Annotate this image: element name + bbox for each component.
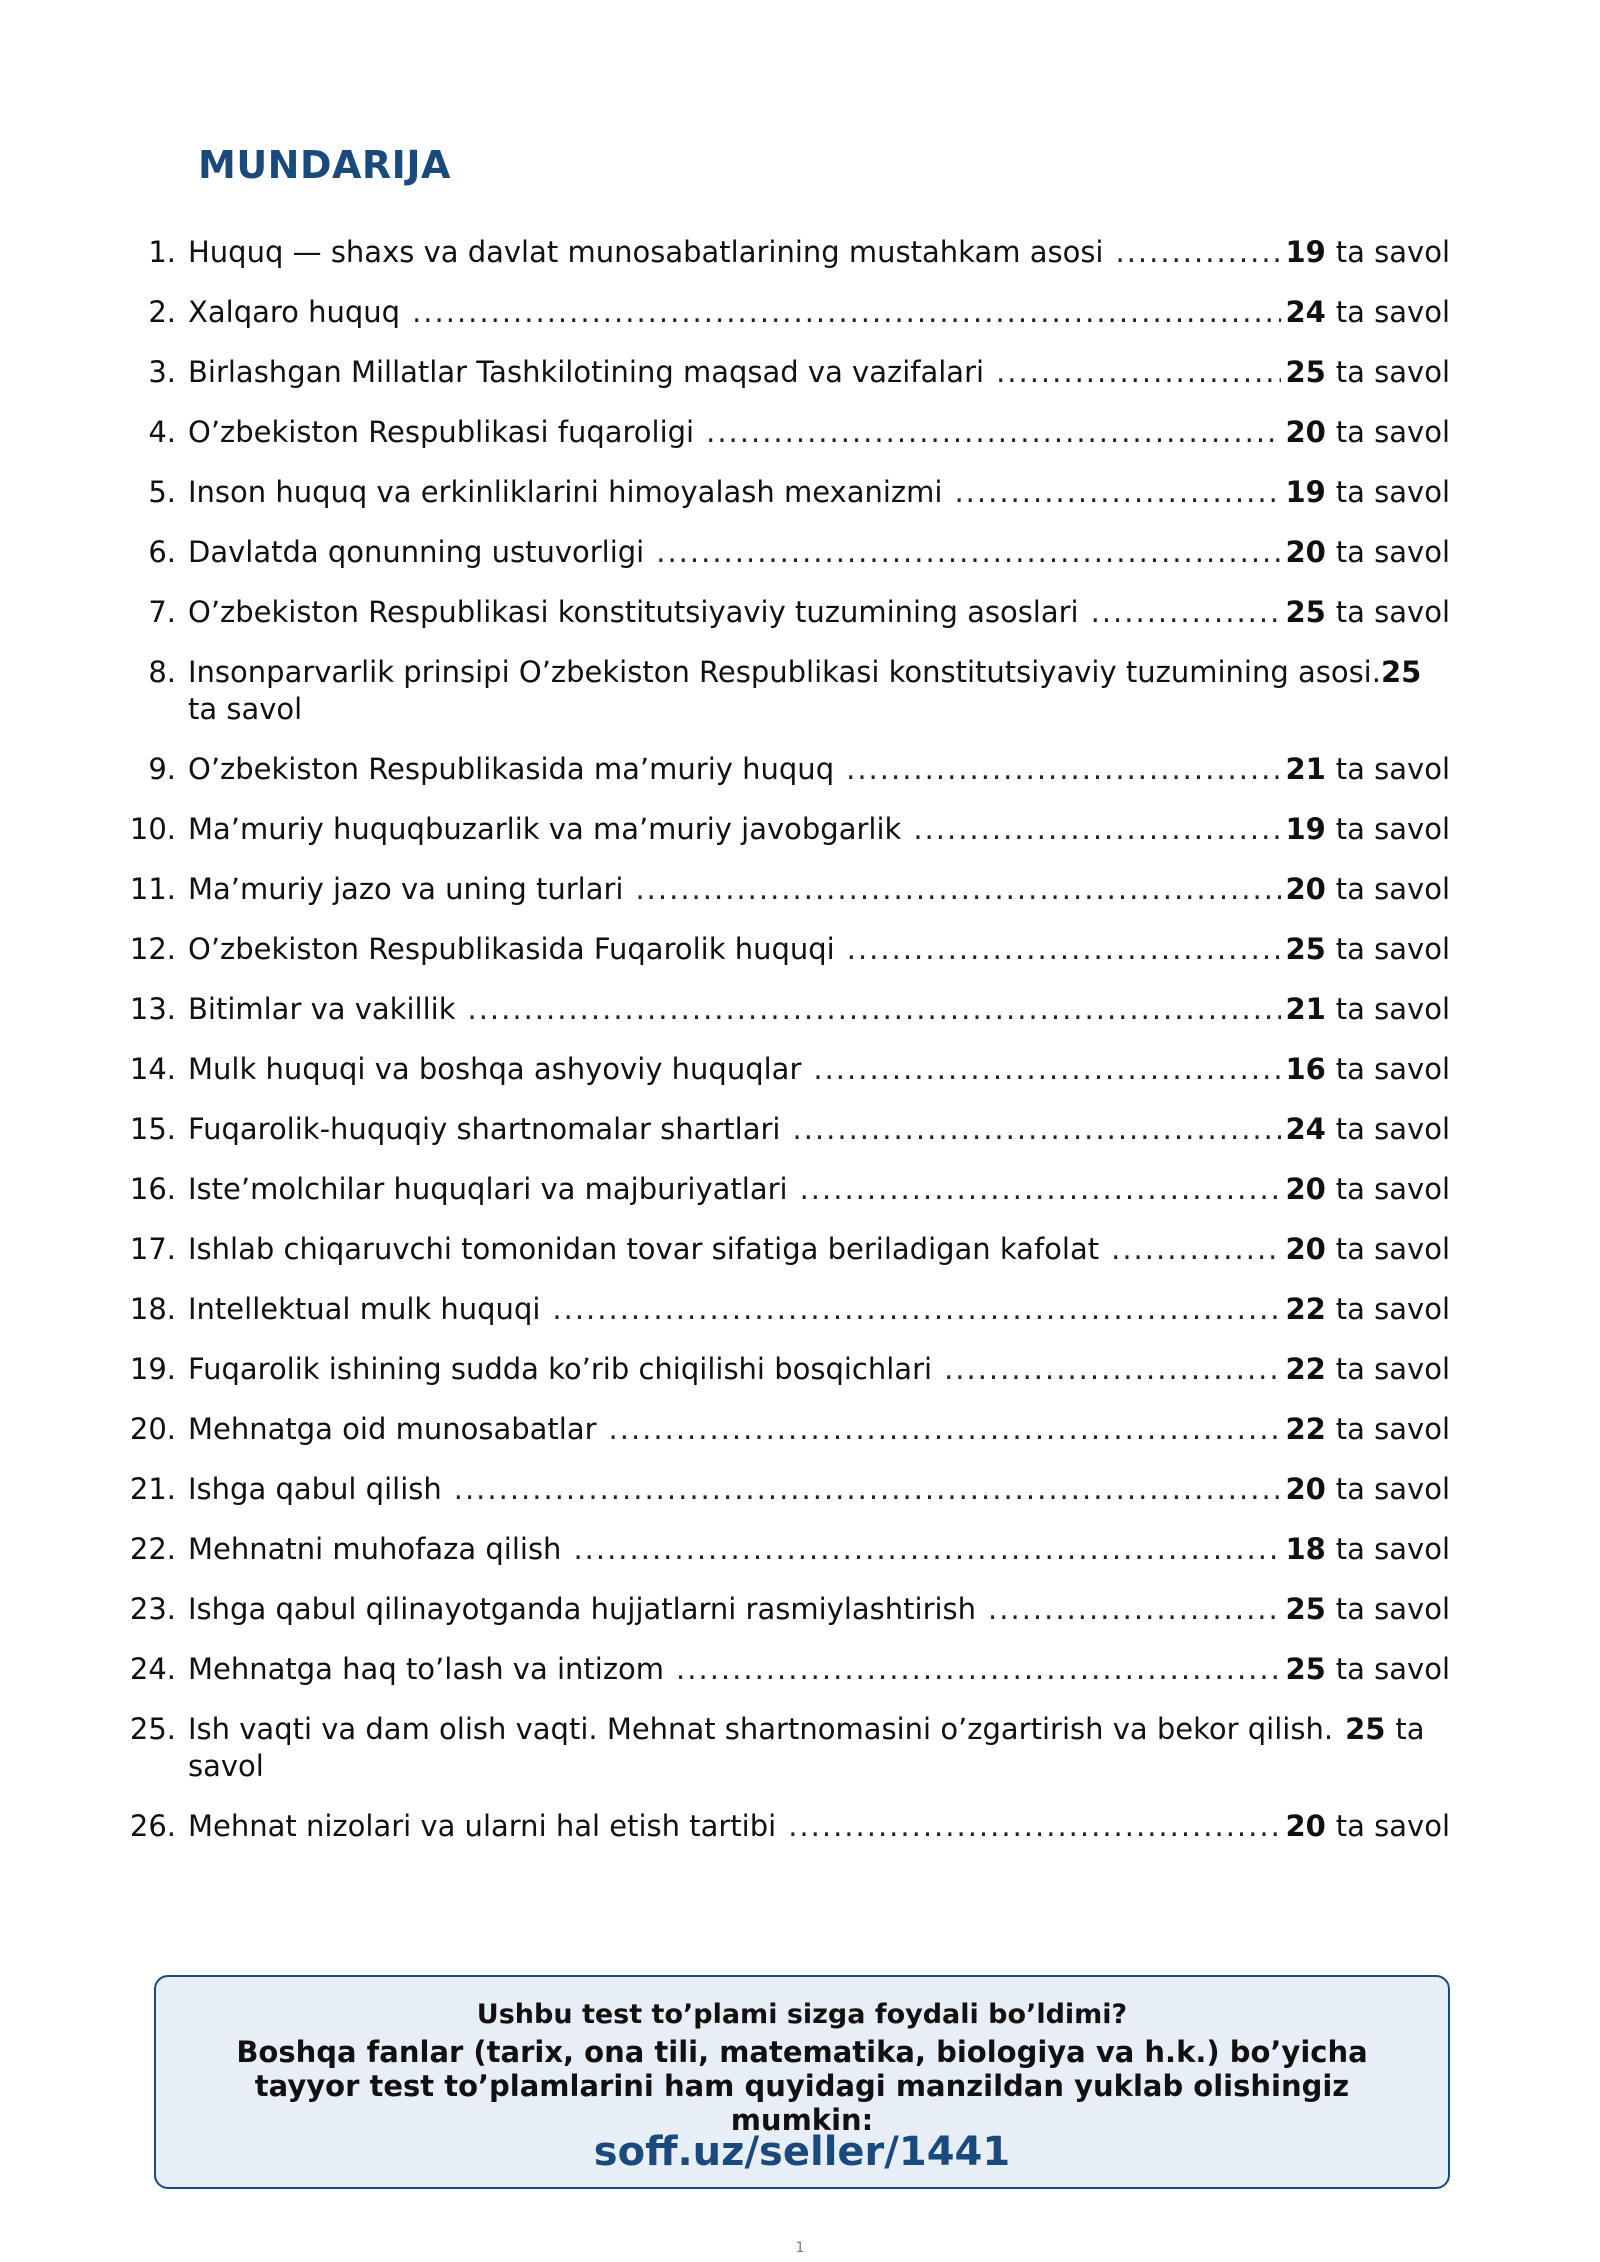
toc-number: 20. bbox=[129, 1412, 176, 1446]
leader-dots bbox=[676, 1651, 1281, 1688]
toc-number: 16. bbox=[129, 1172, 176, 1206]
toc-title: Ishlab chiqaruvchi tomonidan tovar sifatiga beriladigan kafolat bbox=[188, 1232, 1100, 1266]
question-count: 20 bbox=[1285, 1809, 1326, 1843]
toc-title: Intellektual mulk huquqi bbox=[188, 1292, 541, 1326]
toc-number: 6. bbox=[148, 535, 176, 569]
count-unit: ta savol bbox=[1335, 932, 1450, 966]
toc-title: Huquq — shaxs va davlat munosabatlarining mustahkam asosi bbox=[188, 235, 1104, 269]
toc-number: 8. bbox=[148, 655, 176, 689]
toc-title: Inson huquq va erkinliklarini himoyalash mexanizmi bbox=[188, 475, 943, 509]
count-unit: ta savol bbox=[1335, 1532, 1450, 1566]
count-unit: ta savol bbox=[1335, 1172, 1450, 1206]
leader-dots bbox=[454, 1471, 1282, 1508]
count-unit: ta savol bbox=[1335, 1292, 1450, 1326]
count-unit: ta savol bbox=[1335, 415, 1450, 449]
count-unit: ta savol bbox=[1335, 1052, 1450, 1086]
leader-dots bbox=[846, 751, 1281, 788]
toc-number: 14. bbox=[129, 1052, 176, 1086]
toc-number: 9. bbox=[148, 752, 176, 786]
question-count: 22 bbox=[1285, 1352, 1326, 1386]
toc-number: 13. bbox=[129, 992, 176, 1026]
toc-number: 26. bbox=[129, 1809, 176, 1843]
question-count: 25 bbox=[1285, 355, 1326, 389]
count-unit: ta savol bbox=[1335, 992, 1450, 1026]
count-unit: ta savol bbox=[1335, 1652, 1450, 1686]
question-count: 24 bbox=[1285, 1112, 1326, 1146]
count-unit: ta savol bbox=[1335, 752, 1450, 786]
count-unit: ta savol bbox=[1335, 595, 1450, 629]
toc-number: 5. bbox=[148, 475, 176, 509]
promo-box bbox=[154, 1975, 1450, 2189]
toc-number: 21. bbox=[129, 1472, 176, 1506]
leader-dots bbox=[788, 1808, 1281, 1845]
toc-title: Mehnatga haq to’lash va intizom bbox=[188, 1652, 665, 1686]
question-count: 20 bbox=[1285, 415, 1326, 449]
toc-title: O’zbekiston Respublikasi fuqaroligi bbox=[188, 415, 695, 449]
question-count: 20 bbox=[1285, 535, 1326, 569]
question-count: 25 bbox=[1380, 655, 1422, 689]
page-number: 1 bbox=[795, 2240, 805, 2256]
promo-question: Ushbu test to’plami sizga foydali bo’ldimi? bbox=[476, 1999, 1128, 2030]
count-unit: ta savol bbox=[188, 692, 303, 726]
toc-title: Fuqarolik ishining sudda ko’rib chiqilishi bosqichlari bbox=[188, 1352, 933, 1386]
leader-dots bbox=[792, 1111, 1281, 1148]
toc-number: 23. bbox=[129, 1592, 176, 1626]
toc-title: Iste’molchilar huquqlari va majburiyatlari bbox=[188, 1172, 788, 1206]
count-unit: ta savol bbox=[1335, 1112, 1450, 1146]
question-count: 25 bbox=[1285, 595, 1326, 629]
question-count: 19 bbox=[1285, 475, 1326, 509]
leader-dots bbox=[996, 354, 1281, 391]
leader-dots bbox=[412, 294, 1281, 331]
count-unit: ta savol bbox=[1335, 355, 1450, 389]
leader-dots bbox=[813, 1051, 1281, 1088]
question-count: 25 bbox=[1285, 932, 1326, 966]
leader-dots bbox=[1091, 594, 1282, 631]
count-unit: ta savol bbox=[1335, 475, 1450, 509]
question-count: 20 bbox=[1285, 1472, 1326, 1506]
count-unit: savol bbox=[188, 1749, 264, 1783]
question-count: 19 bbox=[1285, 235, 1326, 269]
question-count: 20 bbox=[1285, 872, 1326, 906]
toc-number: 2. bbox=[148, 295, 176, 329]
toc-title: Mehnatni muhofaza qilish bbox=[188, 1532, 562, 1566]
toc-number: 15. bbox=[129, 1112, 176, 1146]
toc-number: 17. bbox=[129, 1232, 176, 1266]
count-unit: ta savol bbox=[1335, 1412, 1450, 1446]
count-unit: ta bbox=[1395, 1712, 1425, 1746]
leader-dots bbox=[635, 871, 1281, 908]
count-unit: ta savol bbox=[1335, 1592, 1450, 1626]
toc-number: 24. bbox=[129, 1652, 176, 1686]
toc-title: O’zbekiston Respublikasi konstitutsiyaviy tuzumining asoslari bbox=[188, 595, 1079, 629]
question-count: 18 bbox=[1285, 1532, 1326, 1566]
count-unit: ta savol bbox=[1335, 1809, 1450, 1843]
leader-dots bbox=[944, 1351, 1281, 1388]
leader-dots bbox=[573, 1531, 1281, 1568]
leader-dots: . bbox=[1323, 1712, 1334, 1746]
toc-number: 19. bbox=[129, 1352, 176, 1386]
toc-title: Davlatda qonunning ustuvorligi bbox=[188, 535, 645, 569]
toc-number: 4. bbox=[148, 415, 176, 449]
toc-title: Ishga qabul qilish bbox=[188, 1472, 442, 1506]
question-count: 25 bbox=[1285, 1652, 1326, 1686]
toc-number: 25. bbox=[129, 1712, 176, 1746]
question-count: 21 bbox=[1285, 992, 1326, 1026]
count-unit: ta savol bbox=[1335, 1232, 1450, 1266]
toc-title: Bitimlar va vakillik bbox=[188, 992, 456, 1026]
question-count: 20 bbox=[1285, 1172, 1326, 1206]
leader-dots bbox=[913, 811, 1281, 848]
toc-title: Mehnatga oid munosabatlar bbox=[188, 1412, 597, 1446]
leader-dots: . bbox=[1371, 655, 1381, 689]
promo-body: Boshqa fanlar (tarix, ona tili, matematika, biologiya va h.k.) bo’yicha tayyor test to’plamlarini ham quyidagi manzildan yuklab olishingiz mumkin: bbox=[236, 2035, 1368, 2137]
toc-title: Ishga qabul qilinayotganda hujjatlarni rasmiylashtirish bbox=[188, 1592, 977, 1626]
question-count: 25 bbox=[1285, 1592, 1326, 1626]
leader-dots bbox=[706, 414, 1281, 451]
question-count: 21 bbox=[1285, 752, 1326, 786]
leader-dots bbox=[656, 534, 1281, 571]
leader-dots bbox=[988, 1591, 1281, 1628]
question-count: 25 bbox=[1345, 1712, 1386, 1746]
leader-dots bbox=[1115, 234, 1281, 271]
toc-title: Ma’muriy jazo va uning turlari bbox=[188, 872, 624, 906]
toc-number: 18. bbox=[129, 1292, 176, 1326]
toc-title: Fuqarolik-huquqiy shartnomalar shartlari bbox=[188, 1112, 781, 1146]
toc-title: O’zbekiston Respublikasida ma’muriy huquq bbox=[188, 752, 835, 786]
toc-number: 22. bbox=[129, 1532, 176, 1566]
question-count: 20 bbox=[1285, 1232, 1326, 1266]
promo-link[interactable]: soff.uz/seller/1441 bbox=[593, 2129, 1011, 2175]
leader-dots bbox=[609, 1411, 1282, 1448]
question-count: 19 bbox=[1285, 812, 1326, 846]
toc-title: Mulk huquqi va boshqa ashyoviy huquqlar bbox=[188, 1052, 802, 1086]
toc-number: 3. bbox=[148, 355, 176, 389]
question-count: 24 bbox=[1285, 295, 1326, 329]
count-unit: ta savol bbox=[1335, 235, 1450, 269]
leader-dots bbox=[800, 1171, 1282, 1208]
toc-number: 12. bbox=[129, 932, 176, 966]
toc-title: Birlashgan Millatlar Tashkilotining maqsad va vazifalari bbox=[188, 355, 985, 389]
toc-title: Xalqaro huquq bbox=[188, 295, 401, 329]
toc-number: 11. bbox=[129, 872, 176, 906]
count-unit: ta savol bbox=[1335, 535, 1450, 569]
question-count: 22 bbox=[1285, 1412, 1326, 1446]
leader-dots bbox=[552, 1291, 1281, 1328]
count-unit: ta savol bbox=[1335, 1352, 1450, 1386]
count-unit: ta savol bbox=[1335, 812, 1450, 846]
toc-number: 1. bbox=[148, 235, 176, 269]
leader-dots bbox=[1111, 1231, 1281, 1268]
question-count: 22 bbox=[1285, 1292, 1326, 1326]
toc-title: Mehnat nizolari va ularni hal etish tartibi bbox=[188, 1809, 777, 1843]
question-count: 16 bbox=[1285, 1052, 1326, 1086]
toc-title: Ma’muriy huquqbuzarlik va ma’muriy javobgarlik bbox=[188, 812, 902, 846]
leader-dots bbox=[954, 474, 1281, 511]
leader-dots bbox=[847, 931, 1282, 968]
toc-title: Ish vaqti va dam olish vaqti. Mehnat shartnomasini o’zgartirish va bekor qilish bbox=[188, 1712, 1324, 1746]
page-title: MUNDARIJA bbox=[198, 143, 451, 187]
toc-number: 7. bbox=[148, 595, 176, 629]
count-unit: ta savol bbox=[1335, 295, 1450, 329]
count-unit: ta savol bbox=[1335, 1472, 1450, 1506]
count-unit: ta savol bbox=[1335, 872, 1450, 906]
toc-title: O’zbekiston Respublikasida Fuqarolik huquqi bbox=[188, 932, 835, 966]
toc-number: 10. bbox=[129, 812, 176, 846]
leader-dots bbox=[468, 991, 1282, 1028]
toc-title: Insonparvarlik prinsipi O’zbekiston Respublikasi konstitutsiyaviy tuzumining asosi bbox=[188, 655, 1372, 689]
